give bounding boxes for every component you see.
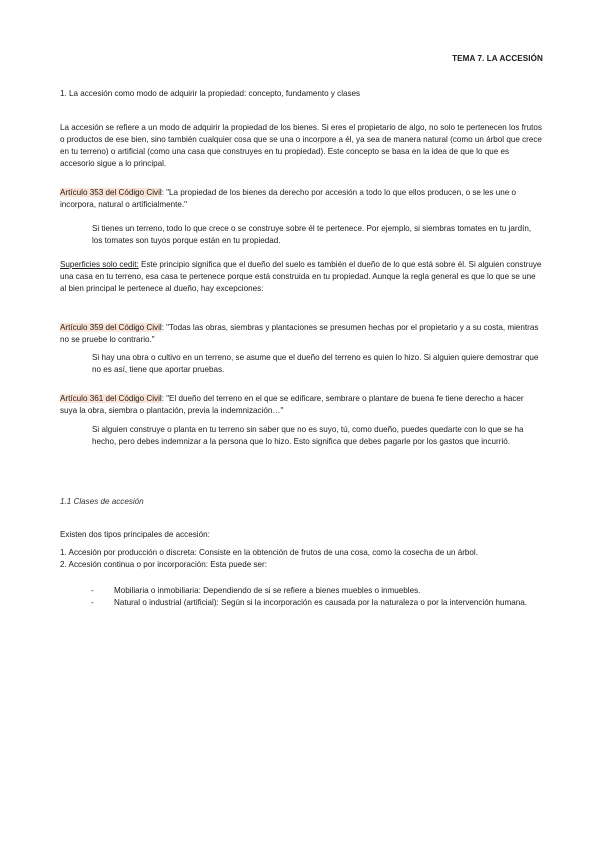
bullet-dash: -: [91, 586, 94, 595]
bullet-text: Natural o industrial (artificial): Según si la incorporación es causada por la naturaleza o por la intervención humana.: [114, 597, 528, 607]
article-359-label: Artículo 359 del Código Civil: [60, 323, 162, 332]
article-353-explanation: Si tienes un terreno, todo lo que crece o se construye sobre él te pertenece. Por ejemplo, si siembras tomates en tu jardín, los tomates son tuyos porque están en tu propiedad.: [92, 224, 532, 245]
list-item: [91, 597, 543, 609]
bullet-dash: -: [91, 597, 94, 607]
article-361-label: Artículo 361 del Código Civil: [60, 394, 162, 403]
types-item-2: 2. Accesión continua o por incorporación: Esta puede ser:: [60, 560, 267, 569]
intro-paragraph: La accesión se refiere a un modo de adquirir la propiedad de los bienes. Si eres el propietario de algo, no solo te pertenecen los frutos o productos de ese bien, sino también cualquier cosa que se una o incorpore a él, ya sea de manera natural (como un árbol que crece en tu terreno) o artificial (como una casa que construyes en tu propiedad). Este concepto se basa en la idea de que lo que es accesorio sigue a lo principal.: [60, 123, 542, 168]
article-359-paragraph: [60, 322, 542, 346]
section-title: 1. La accesión como modo de adquirir la propiedad: concepto, fundamento y clases: [60, 89, 361, 98]
page-header: TEMA 7. LA ACCESIÓN: [452, 54, 543, 63]
article-361-explanation: Si alguien construye o planta en tu terreno sin saber que no es suyo, tú, como dueño, puedes quedarte con lo que se ha hecho, pero debes indemnizar a la persona que lo hizo. Esto significa que debes pagarle por los gastos que incurrió.: [92, 425, 524, 446]
types-item-1: 1. Accesión por producción o discreta: Consiste en la obtención de frutos de una cosa, como la cosecha de un árbol.: [60, 548, 478, 557]
article-359-explanation: Si hay una obra o cultivo en un terreno, se asume que el dueño del terreno es quien lo hizo. Si alguien quiere demostrar que no es así, tiene que aportar pruebas.: [92, 353, 539, 374]
article-353-quote: : "La propiedad de los bienes da derecho por accesión a todo lo que ellos producen, o se les une o incorpora, natural o artificialmente.": [60, 188, 516, 209]
article-361-paragraph: [60, 393, 542, 417]
subsection-title: 1.1 Clases de accesión: [60, 497, 144, 506]
bullet-text: Mobiliaria o inmobiliaria: Dependiendo de si se refiere a bienes muebles o inmuebles.: [114, 586, 421, 595]
superficies-text: Este principio significa que el dueño del suelo es también el dueño de lo que está sobre él. Si alguien construye una casa en tu terreno, esa casa te pertenece porque está construida en tu propiedad. Aunque la regla general es que lo que se une al bien principal le pertenece al dueño, hay excepciones:: [60, 260, 542, 293]
article-361-quote: : "El dueño del terreno en el que se edificare, sembrare o plantare de buena fe tiene derecho a hacer suya la obra, siembra o plantación, previa la indemnización…": [60, 394, 524, 415]
superficies-label: Superficies solo cedit:: [60, 260, 139, 269]
list-item: [91, 585, 543, 597]
types-intro: Existen dos tipos principales de accesión:: [60, 530, 210, 539]
article-353-paragraph: [60, 187, 542, 211]
article-359-quote: : "Todas las obras, siembras y plantaciones se presumen hechas por el propietario y a su costa, mientras no se pruebe lo contrario.": [60, 323, 539, 344]
superficies-paragraph: [60, 259, 542, 295]
article-353-label: Artículo 353 del Código Civil: [60, 188, 162, 197]
types-bullet-list: [91, 585, 543, 609]
